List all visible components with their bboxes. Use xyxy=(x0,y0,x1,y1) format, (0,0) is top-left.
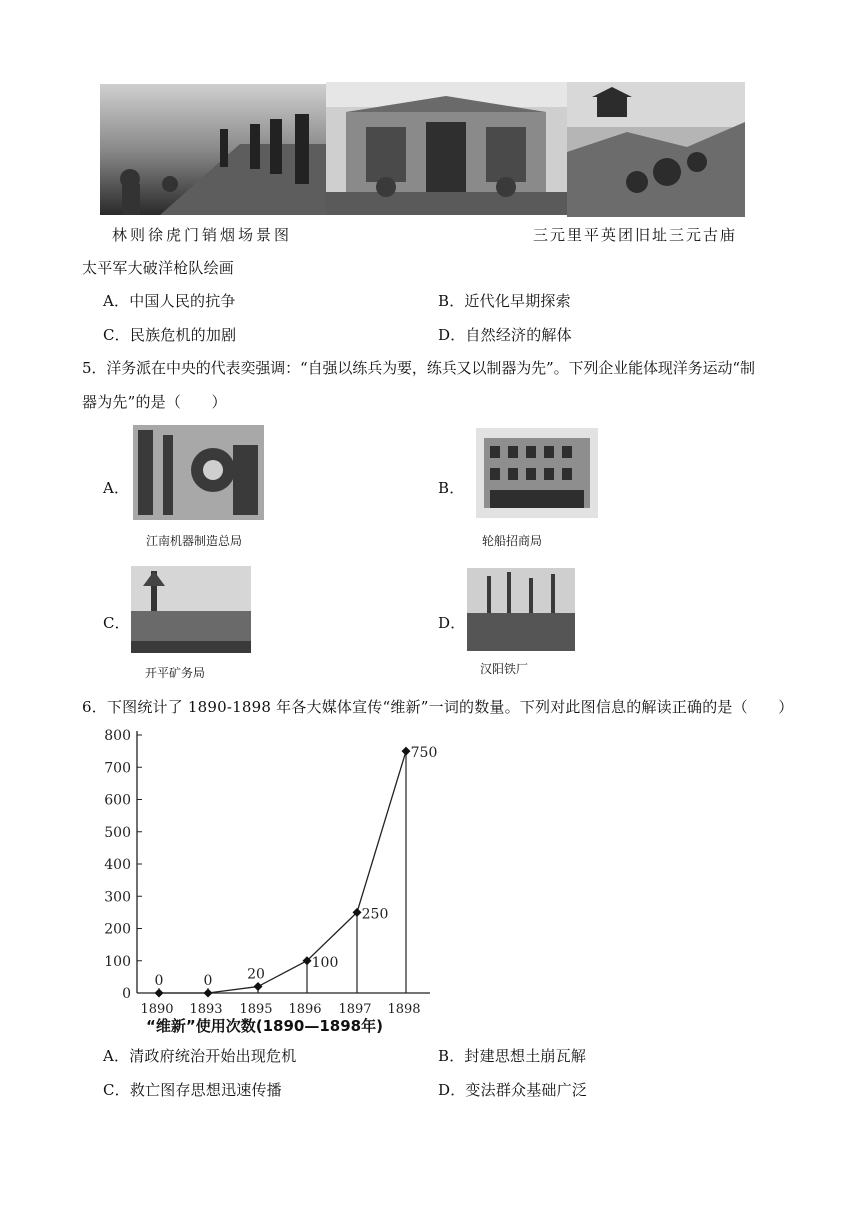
q4-option-b[interactable]: B．近代化早期探索 xyxy=(438,292,571,310)
q5-option-a-letter[interactable]: A． xyxy=(103,479,130,497)
y-tick-label: 500 xyxy=(104,824,131,841)
humen-scene-illustration xyxy=(100,84,326,215)
series-line xyxy=(159,751,406,993)
data-label: 100 xyxy=(311,954,339,971)
data-point-marker xyxy=(402,747,411,756)
y-tick-label: 600 xyxy=(104,792,131,809)
q5-option-b-caption: 轮船招商局 xyxy=(482,534,543,548)
y-tick-label: 800 xyxy=(104,728,131,744)
humen-opium-destruction-photo xyxy=(100,84,326,215)
data-label: 0 xyxy=(203,973,213,989)
q5-option-d-letter[interactable]: D． xyxy=(438,614,466,632)
right-image-caption: 三元里平英团旧址三元古庙 xyxy=(533,226,738,244)
y-tick-label: 700 xyxy=(104,760,131,777)
factory-machinery-illustration xyxy=(133,425,264,520)
data-point-marker xyxy=(204,989,213,998)
x-tick-label: 1898 xyxy=(387,1002,421,1017)
q6-stem: 6．下图统计了 1890-1898 年各大媒体宣传“维新”一词的数量。下列对此图信息的解读正确的是（ ） xyxy=(82,698,794,716)
q5-option-c-caption: 开平矿务局 xyxy=(145,666,206,680)
data-label: 0 xyxy=(154,973,164,989)
steamship-company-photo xyxy=(476,428,598,518)
chart-x-axis-label: “维新”使用次数(1890—1898年) xyxy=(146,1017,383,1035)
y-tick-label: 400 xyxy=(104,857,131,873)
q6-option-d[interactable]: D．变法群众基础广泛 xyxy=(438,1081,588,1099)
x-tick-label: 1897 xyxy=(338,1002,372,1017)
kaiping-mine-photo xyxy=(131,566,251,653)
data-label: 750 xyxy=(410,745,438,762)
vocabulary-usage-line-chart xyxy=(100,724,440,1044)
sanyuanli-temple-photo xyxy=(326,82,567,215)
q6-option-c[interactable]: C．救亡图存思想迅速传播 xyxy=(103,1081,282,1099)
q5-option-b-letter[interactable]: B． xyxy=(438,479,465,497)
q5-stem-line2: 器为先”的是（ ） xyxy=(82,393,227,411)
y-tick-label: 300 xyxy=(104,889,131,906)
jiangnan-arsenal-photo xyxy=(133,425,264,520)
q4-option-a[interactable]: A．中国人民的抗争 xyxy=(103,292,236,310)
data-label: 20 xyxy=(247,966,265,983)
taiping-painting-photo xyxy=(567,82,745,217)
q5-option-a-caption: 江南机器制造总局 xyxy=(146,534,243,548)
y-tick-label: 0 xyxy=(122,986,131,1002)
mine-illustration xyxy=(131,566,251,653)
y-tick-label: 200 xyxy=(104,921,131,938)
hanyang-ironworks-photo xyxy=(467,568,575,651)
q6-option-b[interactable]: B．封建思想土崩瓦解 xyxy=(438,1047,587,1065)
q4-option-d[interactable]: D．自然经济的解体 xyxy=(438,326,572,344)
left-image-caption: 林则徐虎门销烟场景图 xyxy=(112,226,293,244)
q5-option-d-caption: 汉阳铁厂 xyxy=(480,662,529,676)
y-tick-label: 100 xyxy=(104,953,131,970)
q6-option-a[interactable]: A．清政府统治开始出现危机 xyxy=(103,1047,297,1065)
temple-illustration xyxy=(326,82,567,215)
x-tick-label: 1893 xyxy=(189,1002,223,1017)
q5-stem-line1: 5．洋务派在中央的代表奕强调：“自强以练兵为要，练兵又以制器为先”。下列企业能体现洋务运动“制 xyxy=(82,359,755,377)
ironworks-illustration xyxy=(467,568,575,651)
battle-painting-illustration xyxy=(567,82,745,217)
x-tick-label: 1890 xyxy=(140,1002,174,1017)
data-label: 250 xyxy=(361,906,389,923)
q4-option-c[interactable]: C．民族危机的加剧 xyxy=(103,326,237,344)
x-tick-label: 1896 xyxy=(288,1002,322,1017)
third-image-caption: 太平军大破洋枪队绘画 xyxy=(82,259,235,277)
q5-option-c-letter[interactable]: C． xyxy=(103,614,130,632)
building-illustration xyxy=(476,428,598,518)
x-tick-label: 1895 xyxy=(239,1002,273,1017)
data-point-marker xyxy=(254,982,263,991)
data-point-marker xyxy=(155,989,164,998)
